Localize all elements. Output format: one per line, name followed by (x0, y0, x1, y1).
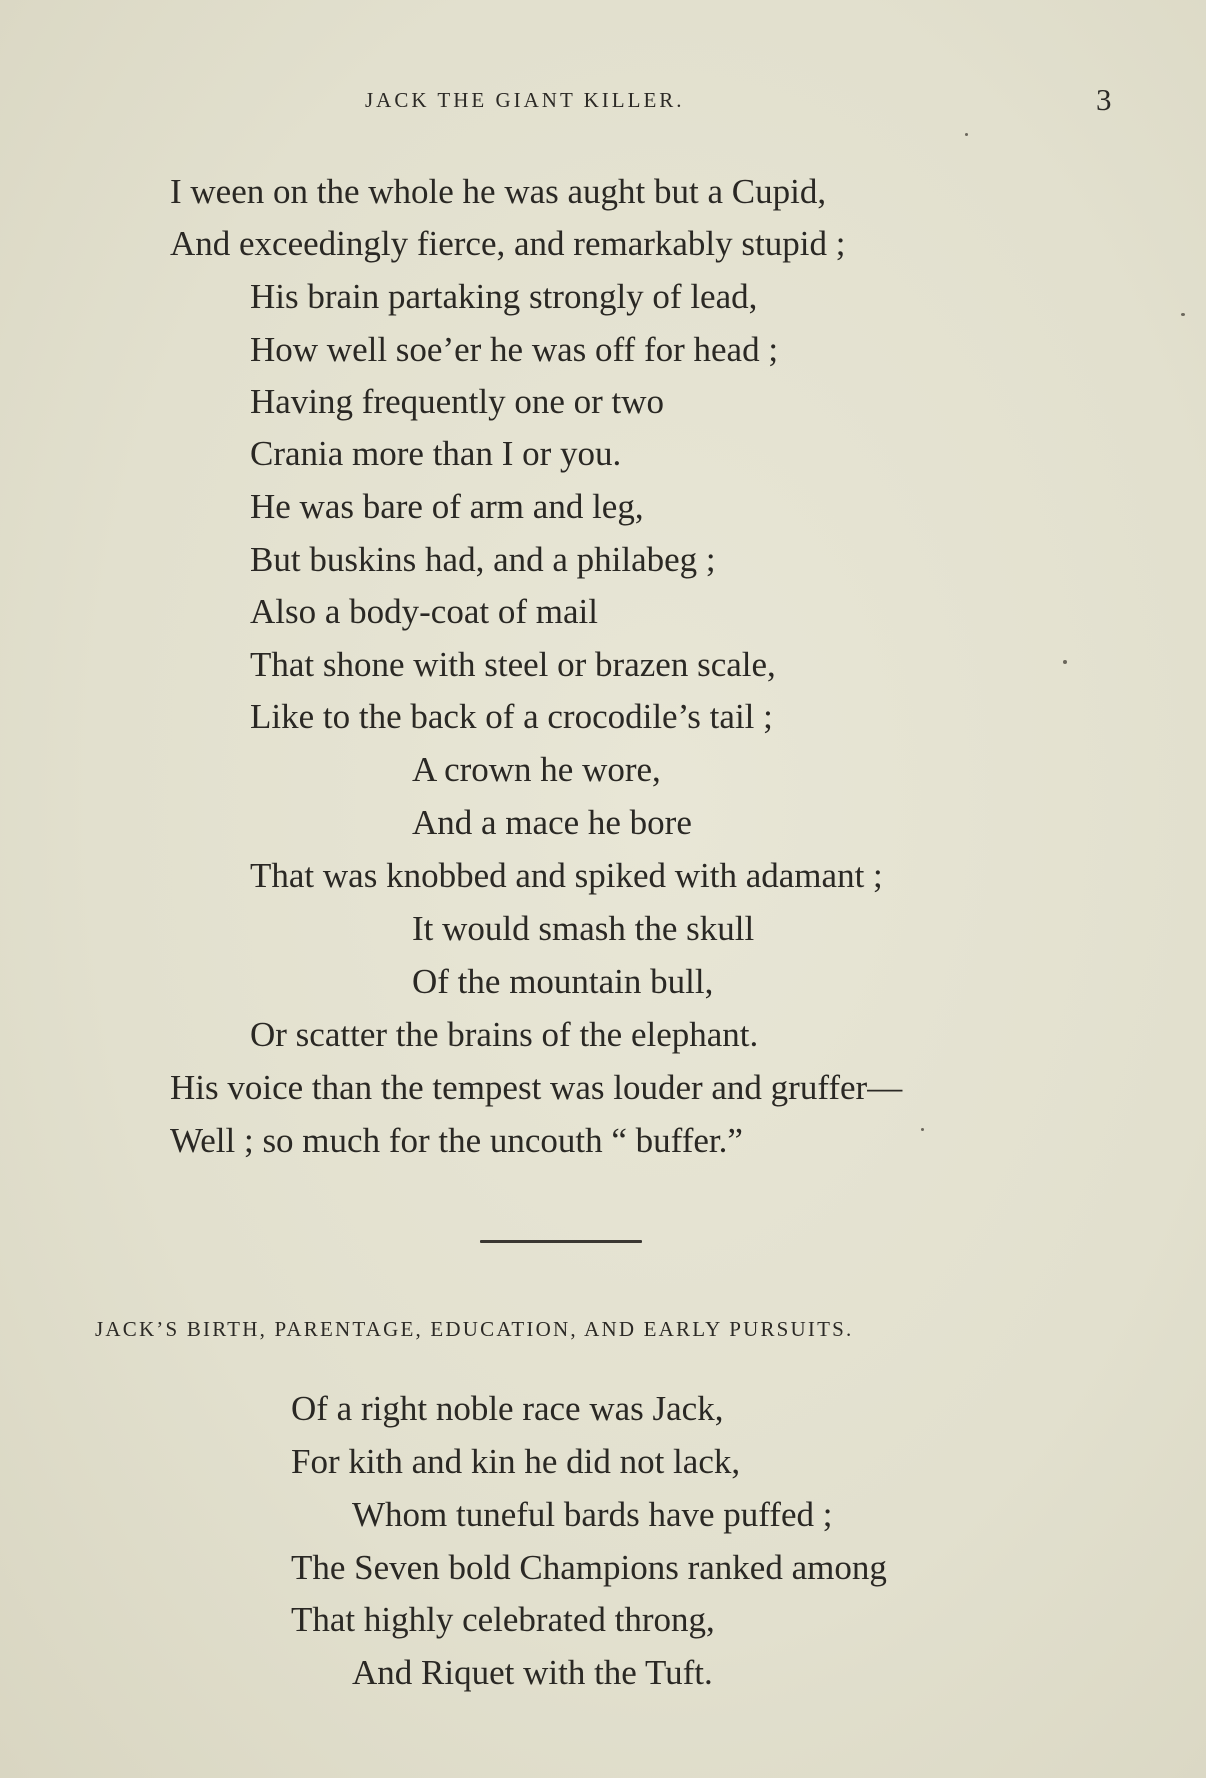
verse-line: And Riquet with the Tuft. (352, 1653, 713, 1692)
verse-line: Or scatter the brains of the elephant. (250, 1015, 759, 1054)
running-title: JACK THE GIANT KILLER. (365, 88, 685, 112)
verse-line: Also a body-coat of mail (250, 592, 598, 631)
paper-speck (921, 1128, 924, 1131)
paper-speck (965, 133, 968, 136)
verse-line: Having frequently one or two (250, 382, 665, 421)
verse-line: The Seven bold Champions ranked among (291, 1548, 887, 1587)
verse-line: But buskins had, and a philabeg ; (250, 540, 716, 579)
verse-line: That shone with steel or brazen scale, (250, 645, 776, 684)
verse-line: He was bare of arm and leg, (250, 487, 644, 526)
verse-line: Well ; so much for the uncouth “ buffer.” (170, 1121, 743, 1160)
verse-line: Of a right noble race was Jack, (291, 1389, 724, 1428)
verse-line: That highly celebrated throng, (291, 1600, 715, 1639)
paper-speck (1063, 660, 1067, 664)
verse-line: Like to the back of a crocodile’s tail ; (250, 697, 773, 736)
verse-line: How well soe’er he was off for head ; (250, 330, 779, 369)
verse-line: For kith and kin he did not lack, (291, 1442, 741, 1481)
section-heading: JACK’S BIRTH, PARENTAGE, EDUCATION, AND EARLY PURSUITS. (95, 1317, 854, 1341)
verse-line: And a mace he bore (412, 803, 692, 842)
verse-line: His voice than the tempest was louder and gruffer— (170, 1068, 903, 1107)
running-head (0, 82, 1206, 118)
verse-line: It would smash the skull (412, 909, 755, 948)
page-number: 3 (1096, 82, 1112, 117)
verse-line: And exceedingly fierce, and remarkably stupid ; (170, 224, 846, 263)
verse-line: That was knobbed and spiked with adamant ; (250, 856, 883, 895)
section-divider (480, 1240, 642, 1243)
verse-line: His brain partaking strongly of lead, (250, 277, 758, 316)
verse-line: A crown he wore, (412, 750, 661, 789)
verse-line: Crania more than I or you. (250, 434, 622, 473)
verse-line: Of the mountain bull, (412, 962, 714, 1001)
paper-speck (1181, 313, 1185, 316)
verse-line: I ween on the whole he was aught but a Cupid, (170, 172, 827, 211)
verse-line: Whom tuneful bards have puffed ; (352, 1495, 833, 1534)
